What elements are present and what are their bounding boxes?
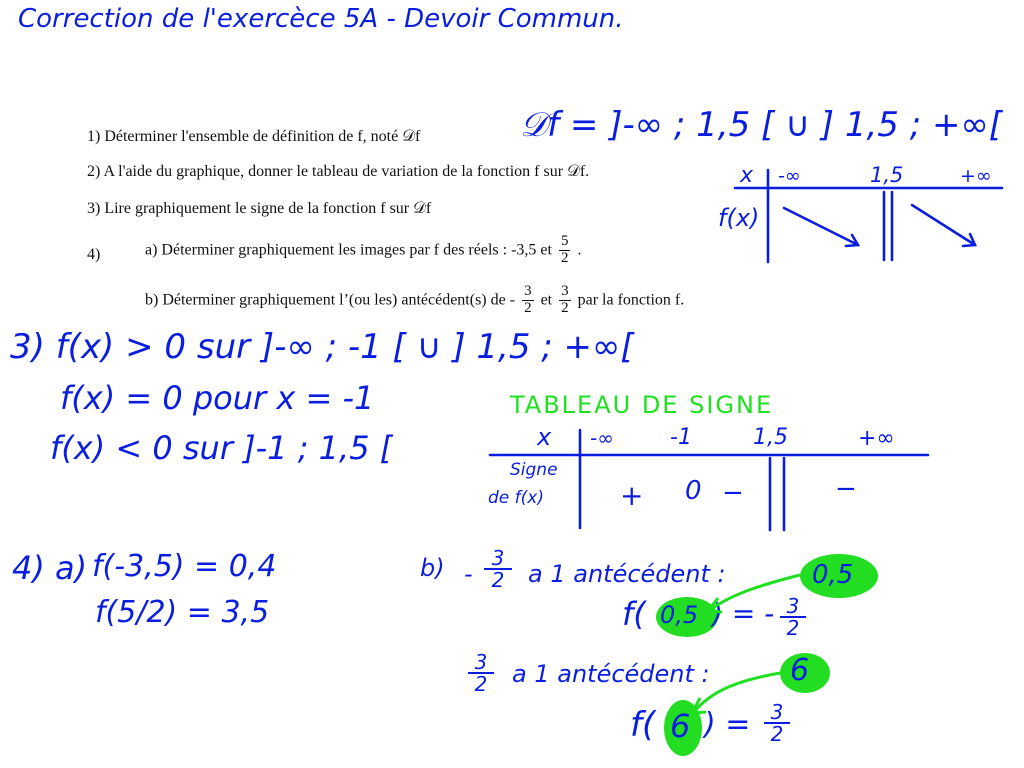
- sign-table-x-label: x: [537, 423, 552, 451]
- sign-table-title: TABLEAU DE SIGNE: [510, 391, 774, 419]
- sign-table-x-value-1: -∞: [590, 426, 614, 450]
- question-4b-mid: et: [540, 291, 553, 309]
- question-4b-end: par la fonction f.: [577, 291, 685, 309]
- fraction-denominator: 2: [524, 299, 532, 316]
- sign-table-x-value-3: 1,5: [753, 425, 788, 450]
- fraction-numerator: 3: [484, 548, 512, 570]
- answer-4b-line-3-text: a 1 antécédent :: [512, 660, 710, 688]
- sign-table-sign-1: +: [620, 479, 644, 512]
- answer-4a-line-1: f(-3,5) = 0,4: [92, 549, 277, 584]
- answer-4b-line-2-value: 0,5: [660, 601, 699, 629]
- variation-table-x-value-2: 1,5: [870, 163, 904, 187]
- answer-4b-line-4-value: 6: [670, 707, 691, 745]
- question-2: 2) A l'aide du graphique, donner le tableau de variation de la fonction f sur 𝒟f.: [87, 163, 590, 180]
- question-3: 3) Lire graphiquement le signe de la fonction f sur 𝒟f: [87, 200, 432, 217]
- fraction-denominator: 2: [560, 249, 569, 266]
- sign-table-sign-4: −: [835, 474, 857, 504]
- answer-4b-line-3-value: 6: [790, 653, 810, 688]
- fraction-numerator: 5: [560, 233, 569, 249]
- fraction-numerator: 3: [468, 652, 494, 674]
- sign-table-sign-3: −: [722, 478, 744, 508]
- fraction-numerator: 3: [561, 283, 569, 299]
- answer-4b-line-2-start: f(: [622, 595, 646, 633]
- answer-4b-line-1-text: a 1 antécédent :: [528, 560, 726, 588]
- answer-4b-line-1-sign: -: [464, 560, 473, 588]
- fraction-denominator: 2: [561, 299, 569, 316]
- sign-table-sign-2: 0: [685, 476, 702, 506]
- question-4b-text: b) Déterminer graphiquement l’(ou les) antécédent(s) de -: [145, 291, 516, 309]
- fraction-denominator: 2: [491, 568, 505, 592]
- sign-table-row-label-2: de f(x): [488, 488, 544, 508]
- answer-4b-label: b): [420, 554, 445, 582]
- answer-3-line-1: 3) f(x) > 0 sur ]-∞ ; -1 [ ∪ ] 1,5 ; +∞[: [10, 327, 634, 367]
- answer-4b-line-1-value: 0,5: [812, 560, 854, 590]
- question-1: 1) Déterminer l'ensemble de définition de f, noté 𝒟f: [87, 128, 421, 145]
- answer-3-line-3: f(x) < 0 sur ]-1 ; 1,5 [: [50, 429, 393, 467]
- answer-4b-line-4-start: f(: [630, 705, 656, 745]
- green-arrow-0-5: [710, 575, 800, 610]
- sign-table-x-value-2: -1: [670, 425, 692, 450]
- answer-3-line-2: f(x) = 0 pour x = -1: [60, 379, 375, 417]
- fraction-denominator: 2: [474, 672, 488, 696]
- answer-1-domain: 𝒟f = ]-∞ ; 1,5 [ ∪ ] 1,5 ; +∞[: [520, 105, 1003, 145]
- green-arrow-6: [694, 673, 780, 712]
- answer-4a-label: 4) a): [12, 549, 88, 587]
- fraction-numerator: 3: [780, 596, 806, 618]
- question-4a-text: a) Déterminer graphiquement les images par f des réels : -3,5 et: [145, 241, 552, 259]
- fraction-numerator: 3: [524, 283, 532, 299]
- variation-table-x-value-1: -∞: [778, 165, 801, 187]
- answer-4b-line-4-end: ) =: [704, 707, 751, 742]
- fraction-numerator: 3: [764, 702, 790, 724]
- question-4a-end: .: [577, 241, 582, 259]
- fraction-denominator: 2: [770, 722, 784, 746]
- handwritten-title: Correction de l'exercèce 5A - Devoir Commun.: [18, 4, 624, 34]
- variation-table-x-value-3: +∞: [960, 165, 992, 187]
- variation-table-row-label: f(x): [718, 204, 760, 232]
- sign-table-x-value-4: +∞: [858, 426, 895, 451]
- fraction-denominator: 2: [786, 616, 800, 640]
- answer-4a-line-2: f(5/2) = 3,5: [95, 595, 270, 630]
- answer-4b-line-2-end: ) = -: [712, 597, 775, 630]
- question-4-number: 4): [87, 246, 101, 263]
- variation-table-x-label: x: [740, 163, 754, 188]
- sign-table-row-label-1: Signe: [510, 460, 558, 480]
